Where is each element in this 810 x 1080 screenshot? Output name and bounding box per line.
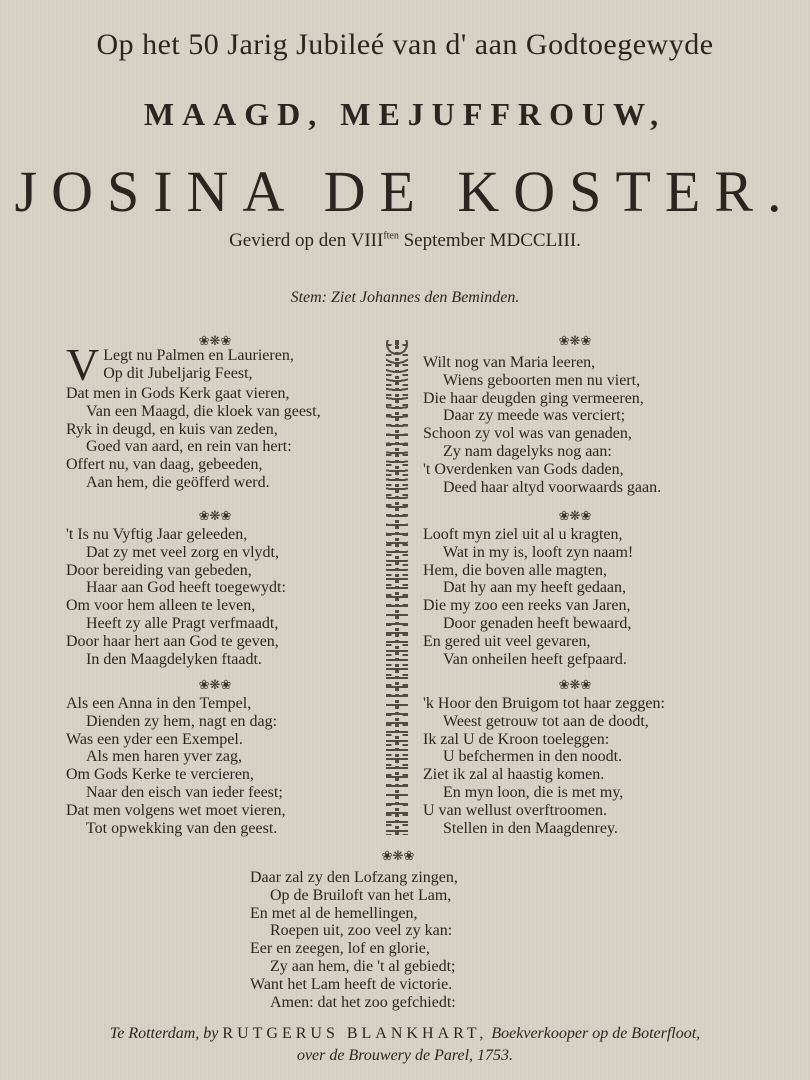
imprint-line-1 [0, 1023, 810, 1045]
verse-line: Hem, die boven alle magten, [423, 561, 607, 579]
imprint [0, 1023, 810, 1067]
verse-line: En myn loon, die is met my, [443, 783, 624, 801]
verse-line: Als men haren yver zag, [86, 748, 242, 766]
verse-line: Ik zal U de Kroon toeleggen: [423, 730, 610, 748]
verse-line: Die haar deugden ging vermeeren, [423, 389, 644, 407]
verse-line: Daar zy meede was verciert; [443, 407, 626, 425]
verse-line: Legt nu Palmen en Laurieren, [103, 347, 294, 364]
verse-line: En gered uit veel gevaren, [423, 632, 591, 650]
stanza-right-3 [423, 695, 763, 837]
ornament-left-2: ❀❋❀ [198, 508, 232, 523]
verse-line: 'k Hoor den Bruigom tot haar zeggen: [423, 695, 665, 712]
verse-line: 't Overdenken van Gods daden, [423, 460, 624, 478]
verse-line: Goed van aard, en rein van hert: [86, 438, 292, 456]
date-suffix: September MDCCLIII. [398, 230, 581, 251]
verse-line: Van een Maagd, die kloek van geest, [86, 402, 321, 420]
vertical-ornament-divider [386, 340, 408, 835]
verse-line: Amen: dat het zoo gefchiedt: [270, 993, 456, 1011]
verse-line: Als een Anna in den Tempel, [66, 695, 252, 712]
verse-line: Want het Lam heeft de victorie. [250, 975, 453, 993]
verse-line: Dat men in Gods Kerk gaat vieren, [66, 385, 290, 402]
verse-line: En met al de hemellingen, [250, 904, 418, 922]
verse-line: Wiens geboorten men nu viert, [443, 371, 641, 389]
stanza-left-2 [66, 526, 376, 668]
verse-line: 't Is nu Vyftig Jaar geleeden, [66, 526, 248, 543]
stanza-right-2 [423, 526, 753, 668]
verse-line: Weest getrouw tot aan de doodt, [443, 712, 649, 730]
date-superscript: ften [383, 230, 399, 242]
verse-line: Dat men volgens wet moet vieren, [66, 801, 286, 819]
ornament-right-2: ❀❋❀ [558, 508, 592, 523]
verse-line: Door bereiding van gebeden, [66, 561, 252, 579]
verse-line: Stellen in den Maagdenrey. [443, 819, 618, 837]
imprint-line-2: over de Brouwery de Parel, 1753. [296, 1047, 514, 1064]
verse-line: Om Gods Kerke te vercieren, [66, 766, 254, 784]
ornament-left-1: ❀❋❀ [198, 333, 232, 348]
verse-line: Naar den eisch van ieder feest; [86, 783, 283, 801]
verse-line: Om voor hem alleen te leven, [66, 597, 256, 615]
date-line [0, 230, 810, 252]
verse-line: Dienden zy hem, nagt en dag: [86, 712, 278, 730]
verse-line: Offert nu, van daag, gebeeden, [66, 456, 263, 474]
title-line-1: Op het 50 Jarig Jubileé van d' aan Godtoegewyde [96, 28, 714, 61]
verse-line: Aan hem, die geöfferd werd. [86, 473, 270, 491]
title-line-2: MAAGD, MEJUFFROUW, [143, 96, 667, 132]
verse-line: U befchermen in den noodt. [443, 748, 623, 766]
verse-line: Wat in my is, looft zyn naam! [443, 543, 634, 561]
ornament-center: ❀❋❀ [381, 848, 415, 863]
verse-line: Door genaden heeft bewaard, [443, 614, 632, 632]
verse-line: Deed haar altyd voorwaards gaan. [443, 478, 662, 496]
drop-cap: V [66, 339, 100, 390]
stanza-left-1 [66, 339, 376, 492]
verse-line: Door haar hert aan God te geven, [66, 632, 279, 650]
verse-line: Eer en zeegen, lof en glorie, [250, 940, 430, 958]
ornament-left-3: ❀❋❀ [198, 677, 232, 692]
verse-line: Dat hy aan my heeft gedaan, [443, 579, 627, 597]
verse-line: Daar zal zy den Lofzang zingen, [250, 869, 458, 886]
title-name: JOSINA DE KOSTER. [14, 159, 796, 224]
verse-line: U van wellust overftroomen. [423, 801, 607, 819]
ornament-right-1: ❀❋❀ [558, 333, 592, 348]
date-prefix: Gevierd op den VIII [229, 230, 384, 251]
ornament-right-3: ❀❋❀ [558, 677, 592, 692]
verse-line: Ziet ik zal al haastig komen. [423, 766, 605, 784]
verse-line: Tot opwekking van den geest. [86, 819, 278, 837]
printer-name: RUTGERUS BLANKHART, [222, 1025, 488, 1042]
stanza-final [250, 869, 570, 1011]
verse-line: Ryk in deugd, en kuis van zeden, [66, 420, 278, 438]
imprint-place: Te Rotterdam, by [109, 1025, 223, 1042]
verse-line: Schoon zy vol was van genaden, [423, 425, 632, 443]
verse-line: In den Maagdelyken ftaadt. [86, 650, 262, 668]
verse-line: Roepen uit, zoo veel zy kan: [270, 922, 453, 940]
verse-line: Zy aan hem, die 't al gebiedt; [270, 957, 456, 975]
tune-line: Stem: Ziet Johannes den Beminden. [290, 289, 520, 306]
verse-line: Op dit Jubeljarig Feest, [103, 364, 253, 382]
imprint-address: Boekverkooper op de Boterfloot, [487, 1025, 701, 1042]
verse-line: Van onheilen heeft gefpaard. [443, 650, 627, 668]
stanza-right-1 [423, 354, 753, 496]
verse-line: Heeft zy alle Pragt verfmaadt, [86, 614, 279, 632]
verse-line: Zy nam dagelyks nog aan: [443, 442, 612, 460]
verse-line: Haar aan God heeft toegewydt: [86, 579, 286, 597]
verse-line: Die my zoo een reeks van Jaren, [423, 597, 631, 615]
verse-line: Looft myn ziel uit al u kragten, [423, 526, 623, 543]
verse-line: Op de Bruiloft van het Lam, [270, 886, 452, 904]
verse-line: Wilt nog van Maria leeren, [423, 354, 596, 371]
verse-line: Was een yder een Exempel. [66, 730, 243, 748]
stanza-left-3 [66, 695, 376, 837]
verse-line: Dat zy met veel zorg en vlydt, [86, 543, 279, 561]
